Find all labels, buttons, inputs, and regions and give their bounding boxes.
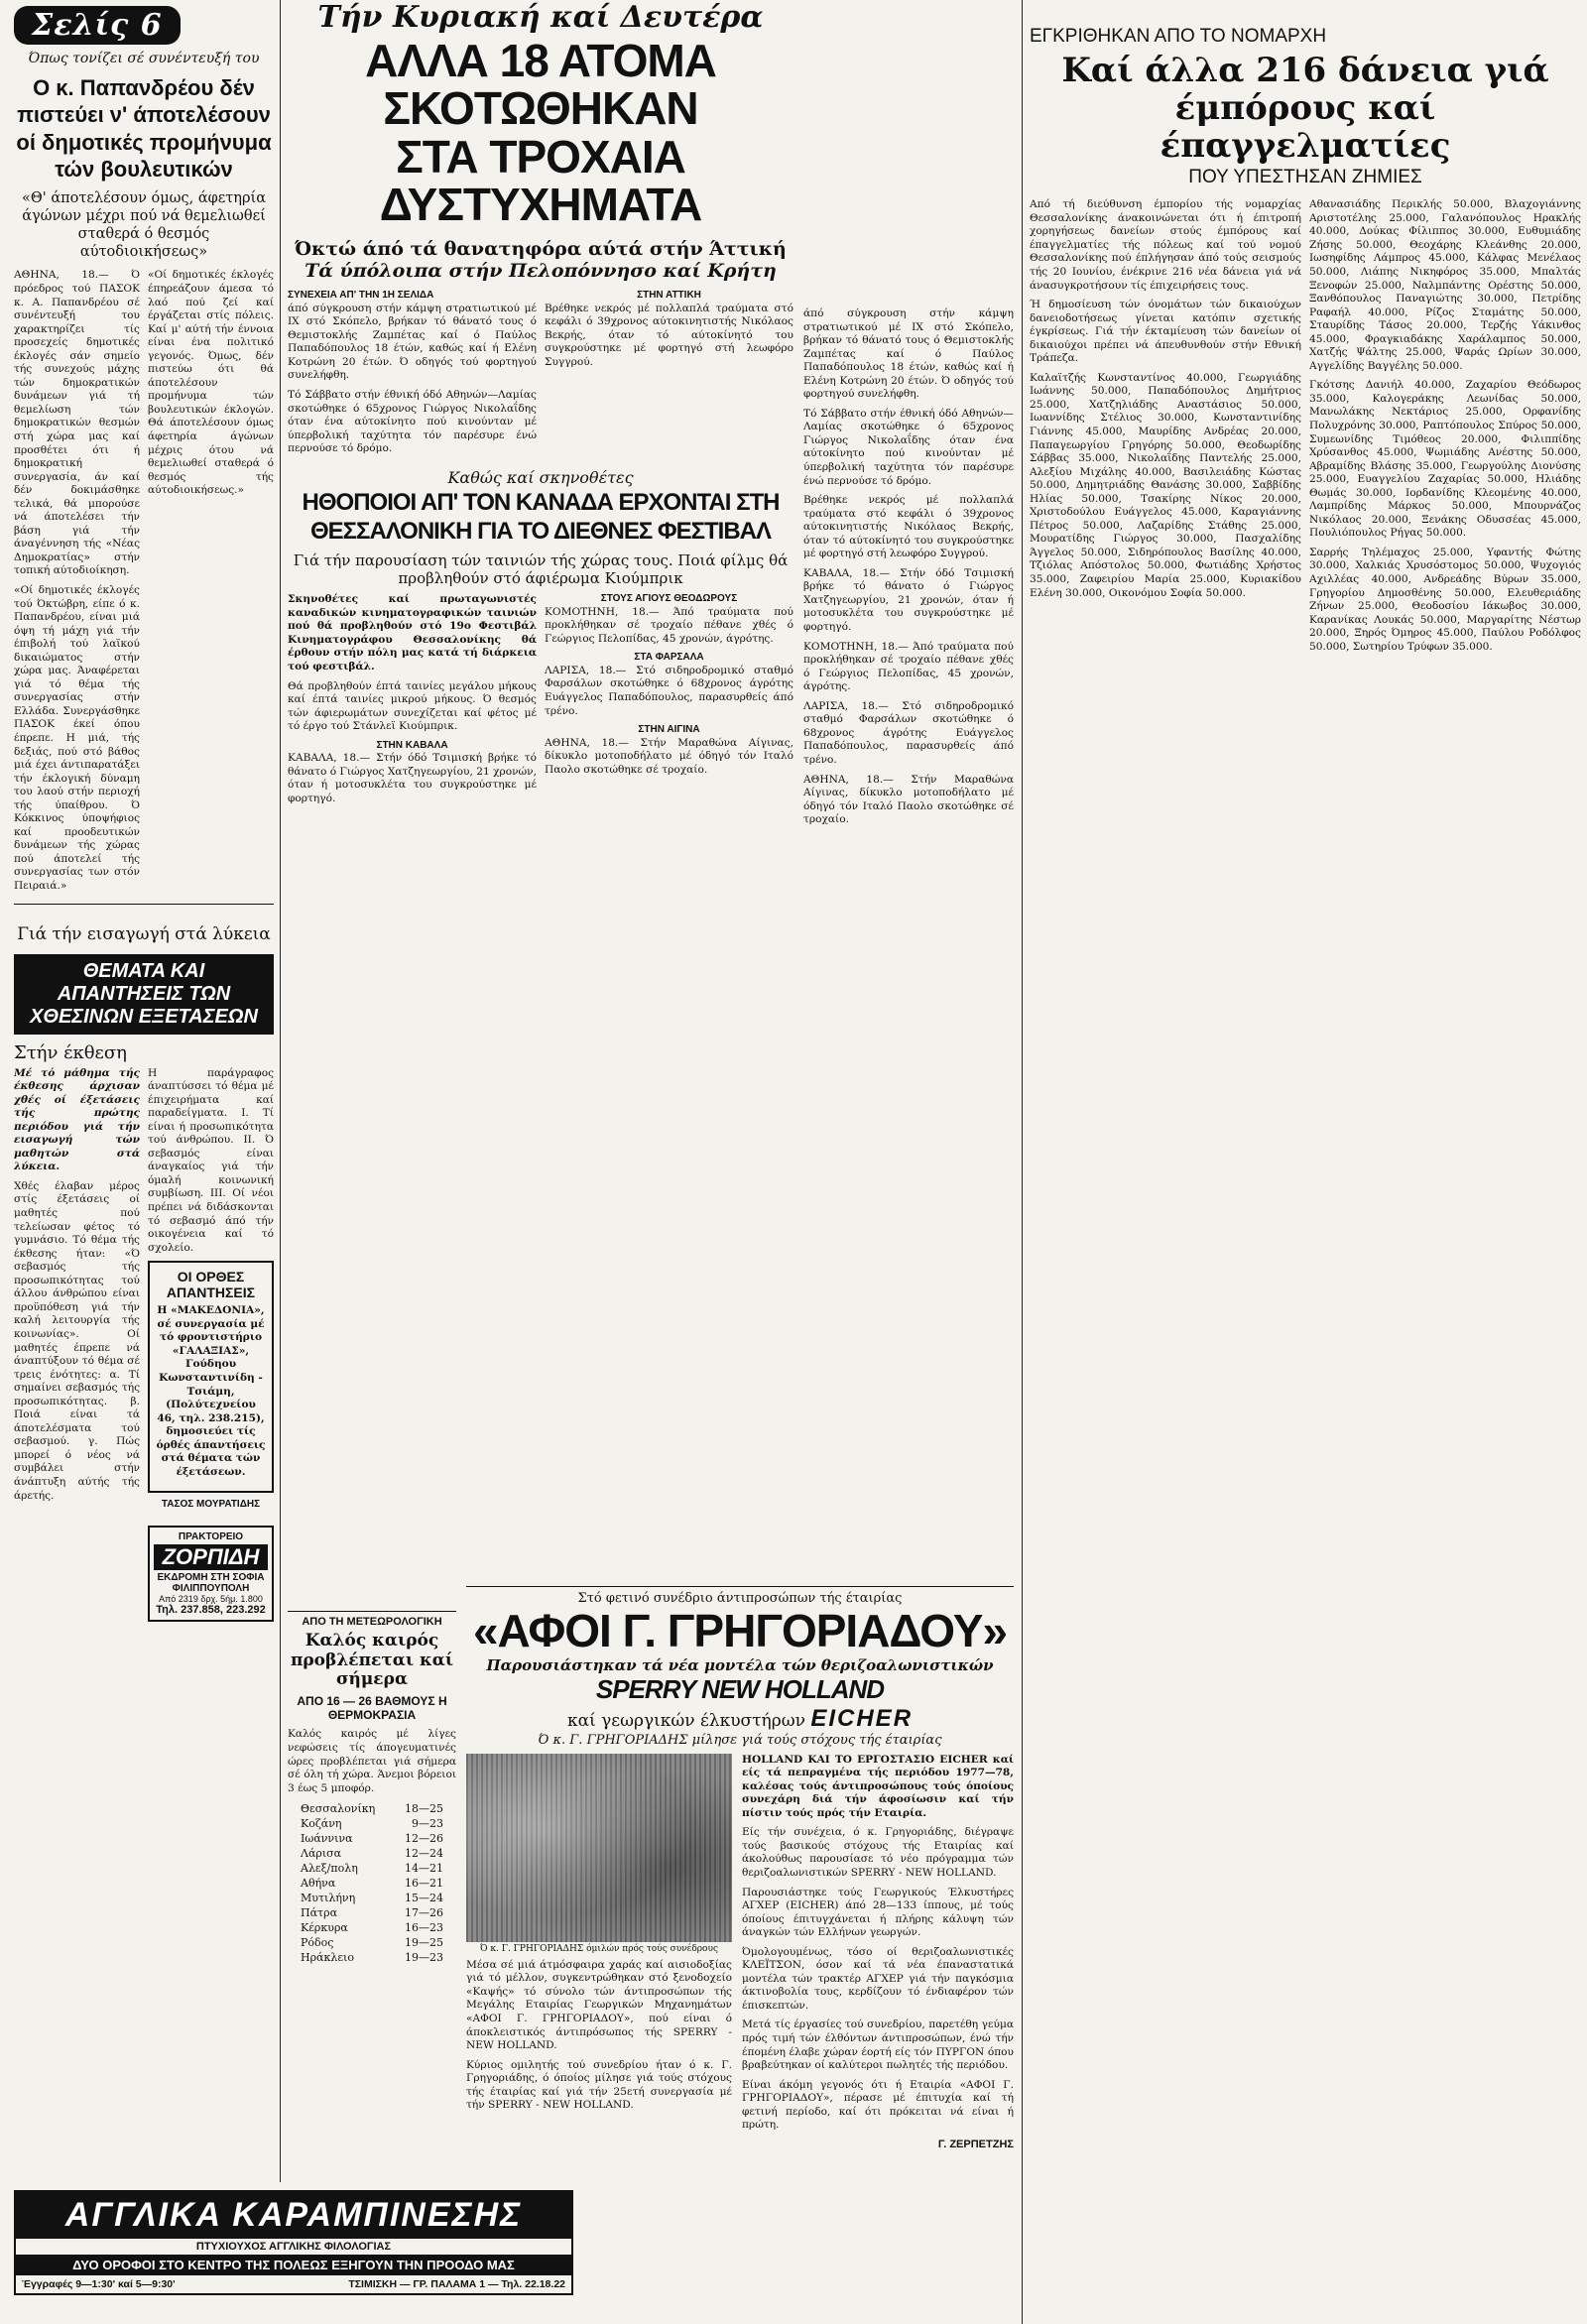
canada-subhead: Γιά τήν παρουσίαση τών ταινιών τής χώρας τους. Ποιά φίλμς θά προβληθούν στό άφιέρωμα Κιούμπρικ (293, 551, 789, 588)
grigoriadou-paragraph-8: Είναι άκόμη γεγονός ότι ή Εταιρία «ΑΦΟΙ Γ. ΓΡΗΓΟΡΙΑΔΟΥ», πέρασε μέ έπιτυχία καί τή φετινή περίοδο, καί ότι πρόκειται νά είναι ή πρώτη. (742, 2078, 1014, 2132)
farsala-paragraph: ΛΑΡΙΣΑ, 18.— Στό σιδηροδρομικό σταθμό Φαρσάλων σκοτώθηκε ό 68χρονος άγρότης Ευάγγελος Παπαδόπουλος, παρασυρθείς άπό τρένο. (545, 664, 794, 717)
accidents-subhead-1: Όκτώ άπό τά θανατηφόρα αύτά στήν Άττική (295, 238, 787, 261)
karampinesis-address: ΤΣΙΜΙΣΚΗ — ΓΡ. ΠΑΛΑΜΑ 1 — Τηλ. 22.18.22 (348, 2278, 565, 2290)
temperature-value: 19—23 (405, 1951, 443, 1965)
temperature-city: Λάρισα (301, 1847, 342, 1861)
temperature-row (298, 1801, 446, 1816)
zorpidi-ad (148, 1526, 274, 1622)
left-paragraph-3: «Οί δημοτικές έκλογές έπηρεάζουν άμεσα τό λαό πού ζεί καί έργάζεται στίς πόλεις. Καί μ' αύτή τήν έννοια είναι ένα πολιτικό γεγονός. Όμως, δέν πιστεύω ότι θά άποτελέσουν προμήνυμα τών βουλευτικών έκλογών. Θά άποτελέσουν όμως άφετηρία άγώνων μέχρις ότου νά θεμελιωθεί σταθερά ό θεσμός τής αύτοδιοικήσεως.» (148, 269, 274, 497)
zorpidi-phone: Τηλ. 237.858, 223.292 (156, 1604, 266, 1617)
theodorous-heading: ΣΤΟΥΣ ΑΓΙΟΥΣ ΘΕΟΔΩΡΟΥΣ (600, 593, 738, 605)
temperature-city: Μυτιλήνη (301, 1892, 356, 1905)
temperature-row (298, 1816, 446, 1831)
temperature-value: 17—26 (405, 1906, 443, 1920)
theodorous-paragraph: ΚΟΜΟΤΗΝΗ, 18.— Άπό τραύματα πού προκλήθηκαν σέ τροχαίο πέθανε χθές ό Γεώργιος Πελοπίδας, 45 χρονών, άγρότης. (545, 605, 794, 645)
temperature-row (298, 1935, 446, 1950)
accidents-headline-2: ΣΤΑ ΤΡΟΧΑΙΑ ΔΥΣΤΥΧΗΜΑΤΑ (379, 130, 702, 230)
karampinesis-line: ΔΥΟ ΟΡΟΦΟΙ ΣΤΟ ΚΕΝΤΡΟ ΤΗΣ ΠΟΛΕΩΣ ΕΞΗΓΟΥΝ ΤΗΝ ΠΡΟΟΔΟ ΜΑΣ (16, 2255, 571, 2275)
grigoriadou-paragraph-6: Όμολογουμένως, τόσο οί θεριζοαλωνιστικές ΚΛΕΪΤΣΟΝ, όσον καί τά νέα έπαναστατικά μοντέλα τών τρακτέρ ΑΓΧΕΡ γιά τήν παγκόσμια άκτινοβολία τους, κερδίζουν τό ένδιαφέρον τών έπισκεπτών. (742, 1945, 1014, 2012)
continued-label: ΣΥΝΕΧΕΙΑ ΑΠ' ΤΗΝ 1Η ΣΕΛΙΔΑ (288, 290, 434, 302)
grigoriadou-sub-3: Ό κ. Γ. ΓΡΗΓΟΡΙΑΔΗΣ μίλησε γιά τούς στόχους τής έταιρίας (538, 1732, 942, 1748)
center-right-column (803, 307, 1014, 1570)
left-headline: Ο κ. Παπανδρέου δέν πιστεύει ν' άποτελέσουν οί δημοτικές προμήνυμα τών βουλευτικών (16, 74, 272, 183)
conference-photo (466, 1754, 732, 1942)
canada-paragraph-2: Θά προβληθούν έπτά ταινίες μεγάλου μήκους καί έπτά ταινίες μικρού μήκους. Ό θεσμός τών άφιερωμάτων συνεχίζεται καί φέτος μέ τό έργο τού Στάνλεϊ Κιούμπρικ. (288, 679, 537, 733)
temperature-row (298, 1920, 446, 1935)
temperature-row (298, 1831, 446, 1846)
answers-box-text: Η «ΜΑΚΕΔΟΝΙΑ», σέ συνεργασία μέ τό φροντιστήριο «ΓΑΛΑΞΙΑΣ», Γούδηου Κωνσταντινίδη - Τσιάμη, (Πολύτεχνείου 46, τηλ. 238.215), δημοσιεύει τίς όρθές άπαντήσεις στά θέματα τών έξετάσεων. (156, 1304, 266, 1478)
left-column (14, 0, 274, 2324)
exams-subhead: Στήν έκθεση (14, 1041, 127, 1063)
accidents-subhead-2: Τά ύπόλοιπα στήν Πελοπόννησο καί Κρήτη (305, 260, 777, 283)
grigoriadou-paragraph-1: Μέσα σέ μιά άτμόσφαιρα χαράς καί αισιοδοξίας γιά τό μέλλον, συγκεντρώθηκαν στό ξενοδοχείο «Καψής» τό σύνολο τών άντιπροσώπων τής Μεγάλης Εταιρίας Γεωργικών Μηχανημάτων «ΑΦΟΙ Γ. ΓΡΗΓΟΡΙΑΔΟΥ», πού είναι ό άποκλειστικός άντιπρόσωπος τής SPERRY - NEW HOLLAND. (466, 1958, 732, 2052)
kavala-heading: ΣΤΗΝ ΚΑΒΑΛΑ (376, 739, 448, 751)
grigoriadou-feature (466, 1582, 1014, 2314)
karampinesis-title: ΑΓΓΛΙΚΑ ΚΑΡΑΜΠΙΝΕΣΗΣ (16, 2192, 571, 2239)
kavala-paragraph: ΚΑΒΑΛΑ, 18.— Στήν όδό Τσιμισκή βρήκε τό θάνατο ό Γιώργος Χατζηγεωργίου, 21 χρονών, όταν ή μοτοσυκλέτα του συγκρούστηκε μέ φορτηγό. (288, 752, 537, 804)
center-right-paragraph-5: ΚΟΜΟΤΗΝΗ, 18.— Άπό τραύματα πού προκλήθηκαν σέ τροχαίο πέθανε χθές ό Γεώργιος Πελοπίδας, 45 χρονών, άγρότης. (803, 640, 1014, 693)
center-right-paragraph-7: ΑΘΗΝΑ, 18.— Στήν Μαραθώνα Αίγινας, δίκυκλο μοτοποδήλατο μέ όδηγό τόν Ιταλό Παολο σκοτώθηκε σέ τροχαίο. (803, 773, 1014, 826)
conference-photo-caption: Ό κ. Γ. ΓΡΗΓΟΡΙΑΔΗΣ όμιλών πρός τούς συνέδρους (479, 1943, 718, 1954)
karampinesis-hours: Έγγραφές 9—1:30' καί 5—9:30' (22, 2278, 176, 2290)
accidents-paragraph-3: Βρέθηκε νεκρός μέ πολλαπλά τραύματα στό κεφάλι ό 39χρονος αύτοκινητιστής Νικόλαος Βεκρής, όταν τό αύτοκίνητό του συγκρούστηκε μέ φορτηγό στή λεωφόρο Συγγρού. (545, 302, 794, 368)
left-kicker: Όπως τονίζει σέ συνέντευξή του (28, 51, 260, 66)
grigoriadou-sub-2: καί γεωργικών έλκυστήρων (566, 1710, 805, 1731)
center-right-paragraph-2: Τό Σάββατο στήν έθνική όδό Αθηνών—Λαμίας σκοτώθηκε ό 65χρονος Γιώργος Νικολαΐδης όταν ένα αύτοκίνητο πού κινούνταν μέ ύπερβολική ταχύτητα τόν παρέσυρε ένώ περνούσε τό δρόμο. (803, 407, 1014, 487)
exams-paragraph-2: Η παράγραφος άναπτύσσει τό θέμα μέ έπιχειρήματα καί παραδείγματα. Ι. Τί είναι ή προσωπικότητα τού άνθρώπου. ΙΙ. Ό σεβασμός είναι άναγκαίος γιά τήν όμαλή κοινωνική συμβίωση. ΙΙΙ. Οί νέοι πρέπει νά διδάσκονται τό σεβασμό άπό τήν οικογένεια καί τό σχολείο. (148, 1066, 274, 1254)
farsala-heading: ΣΤΑ ΦΑΡΣΑΛΑ (634, 652, 704, 664)
temperature-city: Ρόδος (301, 1936, 334, 1950)
accidents-paragraph-2: Τό Σάββατο στήν έθνική όδό Αθηνών—Λαμίας σκοτώθηκε ό 65χρονος Γιώργος Νικολαΐδης όταν ένα αύτοκίνητο πού κινούνταν μέ ύπερβολική ταχύτητα τόν παρέσυρε ένώ περνούσε τό δρόμο. (288, 388, 537, 455)
center-right-paragraph-6: ΛΑΡΙΣΑ, 18.— Στό σιδηροδρομικό σταθμό Φαρσάλων σκοτώθηκε ό 68χρονος άγρότης Ευάγγελος Παπαδόπουλος, παρασυρθείς άπό τρένο. (803, 699, 1014, 766)
center-right-paragraph-1: άπό σύγκρουση στήν κάμψη στρατιωτικού μέ ΙΧ στό Σκόπελο, βρήκαν τό θάνατό τους ό Θεμιστοκλής Ζαμπέτας καί ό Παύλος Παπαδόπουλος 18 έτών, καθώς καί ή Ελένη Κοτρώνη 20 έτών. Ό οδηγός τού φορτηγού συνελήφθη. (803, 307, 1014, 401)
temperature-value: 9—23 (412, 1817, 443, 1831)
right-column (1030, 0, 1581, 2324)
zorpidi-line2: ΕΚΔΡΟΜΗ ΣΤΗ ΣΟΦΙΑ (157, 1572, 265, 1584)
answers-box-title: ΟΙ ΟΡΘΕΣ ΑΠΑΝΤΗΣΕΙΣ (166, 1269, 256, 1301)
left-paragraph-1: ΑΘΗΝΑ, 18.— Ό πρόεδρος τού ΠΑΣΟΚ κ. Α. Παπανδρέου σέ συνέντευξή του χαρακτηρίζει τίς προσεχείς δημοτικές έκλογές σάν σημείο τής συνεχούς μάχης τών δημοκρατικών δυνάμεων γιά τή θεμελίωση τών δημοκρατικών θεσμών στή χώρα μας καί προσθέτει ότι ή δημοκρατική συνεργασία, άν καί δέν δοκιμάσθηκε τελικά, θά μπορούσε νά άποτελέσει τήν βάση γιά τήν άναγέννηση τής «Νέας Δημοκρατίας» στήν τοπική αύτοδιοίκηση. (14, 269, 140, 577)
temperature-row (298, 1846, 446, 1861)
exams-author: ΤΑΣΟΣ ΜΟΥΡΑΤΙΔΗΣ (161, 1499, 261, 1511)
loans-kicker: ΕΓΚΡΙΘΗΚΑΝ ΑΠΟ ΤΟ ΝΟΜΑΡΧΗ (1030, 26, 1327, 47)
temperature-value: 18—25 (405, 1802, 443, 1816)
grigoriadou-paragraph-7: Μετά τίς έργασίες τού συνεδρίου, παρετέθη γεύμα πρός τιμή τών έλθόντων άντιπροσώπων, ένώ τήν έπομένη έλαβε χώραν έορτή είς τόν ΠΥΡΓΟΝ όπου βραβεύτηκαν οί καλύτεροι πωλητές τής περιόδου. (742, 2018, 1014, 2072)
grigoriadou-paragraph-3: HOLLAND ΚΑΙ ΤΟ ΕΡΓΟΣΤΑΣΙΟ EICHER καί είς τά πεπραγμένα τής περιόδου 1977—78, καλέσας τούς άντιπροσώπους τούς όποίους συνεχάρη διά τήν άφοσίωσιν καί τήν πίστιν τούς πρός τήν Εταιρία. (742, 1753, 1014, 1819)
temperature-city: Κοζάνη (301, 1817, 342, 1831)
grigoriadou-kicker: Στό φετινό συνέδριο άντιπροσώπων τής έταιρίας (577, 1591, 903, 1606)
temperature-value: 16—23 (405, 1921, 443, 1935)
zorpidi-line3: ΦΙΛΙΠΠΟΥΠΟΛΗ (172, 1583, 250, 1595)
temperature-row (298, 1891, 446, 1905)
temperature-city: Θεσσαλονίκη (301, 1802, 376, 1816)
loans-paragraph-5: Γκότσης Δανιήλ 40.000, Ζαχαρίου Θεόδωρος 35.000, Καλογεράκης Λεωνίδας 50.000, Μανωλάκης Νεκτάριος 25.000, Ορφανίδης Πολυχρόνης 30.000, Ραπτόπουλος Σπύρος 50.000, Συμεωνίδης Τιμόθεος 20.000, Φιλιππίδης Χρύσανθος 45.000, Ψωμιάδης Ανέστης 50.000, Αβραμίδης Βλάσης 35.000, Γεωργούλης Διονύσης 25.000, Ευαγγελίου Ζαχαρίας 50.000, Ηλιάδης Θωμάς 30.000, Ιορδανίδης Κλεομένης 40.000, Λαμπρίδης Μάρκος 50.000, Μπουρνάζος Νικόλαος 20.000, Ξενάκης Οδυσσέας 45.000, Πουλιόπουλος Ρήγας 50.000. (1309, 379, 1581, 540)
temperature-city: Πάτρα (301, 1906, 338, 1920)
grigoriadou-brand-1: SPERRY NEW HOLLAND (595, 1673, 885, 1704)
temperature-city: Κέρκυρα (301, 1921, 348, 1935)
canada-paragraph-1: Σκηνοθέτες καί πρωταγωνιστές καναδικών κινηματογραφικών ταινιών πού θά προβληθούν στό 19ο Φεστιβάλ Κινηματογράφου Θεσσαλονίκης θά έρθουν στήν πόλη μας κατά τή διάρκεια τού φεστιβάλ. (288, 593, 537, 673)
answers-box (148, 1261, 274, 1493)
loans-paragraph-1: Από τή διεύθυνση έμπορίου τής νομαρχίας Θεσσαλονίκης άνακοινώνεται ότι ή έπιτροπή χορηγήσεως δανείων στούς έμπόρους καί έπαγγελματίες τής πόλεως καί τού νομού Θεσσαλονίκης πού έπλήγησαν άπό τούς σεισμούς τής 20 Ιουνίου, ένέκρινε 216 νέα δάνεια γιά νά άνασυγκροτήσουν τίς έπιχειρήσεις τους. (1030, 198, 1301, 292)
weather-column (288, 1607, 456, 2175)
lyceum-kicker: Γιά τήν εισαγωγή στά λύκεια (17, 923, 271, 944)
accidents-paragraph-1: άπό σύγκρουση στήν κάμψη στρατιωτικού μέ ΙΧ στό Σκόπελο, βρήκαν τό θάνατό τους ό Θεμιστοκλής Ζαμπέτας καί ό Παύλος Παπαδόπουλος 18 έτών, καθώς καί ή Ελένη Κοτρώνη 20 έτών. Ό οδηγός τού φορτηγού συνελήφθη. (288, 302, 537, 382)
left-subhead: «Θ' άποτελέσουν όμως, άφετηρία άγώνων μέχρι πού νά θεμελιωθεί σταθερά ό θεσμός αύτοδιοικήσεως» (22, 189, 266, 261)
canada-headline: ΗΘΟΠΟΙΟΙ ΑΠ' ΤΟΝ ΚΑΝΑΔΑ ΕΡΧΟΝΤΑΙ ΣΤΗ ΘΕΣΣΑΛΟΝΙΚΗ ΓΙΑ ΤΟ ΔΙΕΘΝΕΣ ΦΕΣΤΙΒΑΛ (302, 488, 780, 545)
loans-paragraph-6: Σαρρής Τηλέμαχος 25.000, Υφαντής Φώτης 30.000, Χαλκιάς Χρυσόστομος 50.000, Ψυχογιός Αχιλλέας 40.000, Ανδρεάδης Βύρων 35.000, Γρηγορίου Δημοσθένης 50.000, Ελευθεριάδης Ζήνων 25.000, Θεοδοσίου Ιάκωβος 30.000, Καρανίκας Λουκάς 50.000, Μαργαρίτης Νέστωρ 20.000, Ξηρός Όμηρος 45.000, Παύλου Ροδόλφος 50.000, Σωτηρίου Τρύφων 35.000. (1309, 546, 1581, 653)
temperature-row (298, 1861, 446, 1876)
temperature-value: 12—24 (405, 1847, 443, 1861)
temperature-value: 14—21 (405, 1862, 443, 1876)
temperature-value: 15—24 (405, 1892, 443, 1905)
grigoriadou-paragraph-5: Παρουσιάστηκε τούς Γεωργικούς Έλκυστήρες ΑΓΧΕΡ (EICHER) άπό 28—133 ίππους, μέ τούς όποίους έπιτυγχάνεται ή πλήρης κάλυψη τών άναγκών τών Ελλήνων γεωργών. (742, 1886, 1014, 1939)
loans-paragraph-2: Ή δημοσίευση τών όνομάτων τών δικαιούχων δανειοδοτήσεως γίνεται κατόπιν σχετικής έγκρίσεως. Γιά τήν έκταμίευση τών δανείων οί δικαιούχοι πρέπει νά άπευθυνθούν στήν Εθνική Τράπεζα. (1030, 299, 1301, 365)
grigoriadou-paragraph-2: Κύριος ομιλητής τού συνεδρίου ήταν ό κ. Γ. Γρηγοριάδης, ό όποίος μίλησε γιά τούς στόχους τής έταιρίας καί γιά τήν 25ετή συνεργασία μέ τήν SPERRY - NEW HOLLAND. (466, 2058, 732, 2112)
temperature-value: 19—25 (405, 1936, 443, 1950)
accidents-headline-1: ΑΛΛΑ 18 ΑΤΟΜΑ ΣΚΟΤΩΘΗΚΑΝ (365, 35, 716, 135)
exams-paragraph: Χθές έλαβαν μέρος στίς έξετάσεις οί μαθητές πού τελείωσαν φέτος τό γυμνάσιο. Τό θέμα τής έκθεσης ήταν: «Ό σεβασμός τής προσωπικότητας τού άλλου άνθρώπου είναι προϋπόθεση γιά τήν καλή λειτουργία τής κοινωνίας». Οί μαθητές έπρεπε νά άναπτύξουν τό θέμα σέ τρεις ένότητες: α. Τί σημαίνει σεβασμός τής προσωπικότητας. β. Ποιά είναι τά άποτελέσματα τού σεβασμού. γ. Πώς μπορεί ό νέος νά συμβάλει στήν άνάπτυξη αύτής τής άρετής. (14, 1179, 140, 1502)
center-right-paragraph-4: ΚΑΒΑΛΑ, 18.— Στήν όδό Τσιμισκή βρήκε τό θάνατο ό Γιώργος Χατζηγεωργίου, 21 χρονών, όταν ή μοτοσυκλέτα του συγκρούστηκε μέ φορτηγό. (803, 566, 1014, 634)
aigina-paragraph: ΑΘΗΝΑ, 18.— Στήν Μαραθώνα Αίγινας, δίκυκλο μοτοποδήλατο μέ όδηγό τόν Ιταλό Παολο σκοτώθηκε σέ τροχαίο. (545, 736, 794, 776)
temperature-row (298, 1905, 446, 1920)
center-right-paragraph-3: Βρέθηκε νεκρός μέ πολλαπλά τραύματα στό κεφάλι ό 39χρονος αύτοκινητιστής Νικόλαος Βεκρής, όταν τό αύτοκίνητό του συγκρούστηκε μέ φορτηγό στή λεωφόρο Συγγρού. (803, 494, 1014, 560)
loans-paragraph-4: Αθανασιάδης Περικλής 50.000, Βλαχογιάννης Αριστοτέλης 25.000, Γαλανόπουλος Ηρακλής 40.000, Δούκας Φίλιππος 30.000, Ευθυμιάδης Ζήσης 50.000, Θεοχάρης Κλεάνθης 20.000, Ιωσηφίδης Λάμπρος 45.000, Κάλφας Μενέλαος 50.000, Λιάπης Νικηφόρος 35.000, Μπαλτάς Ξενοφών 25.000, Ναλμπάντης Ορέστης 50.000, Ξανθόπουλος Παναγιώτης 30.000, Πετρίδης Ραφαήλ 40.000, Ρίζος Σταμάτης 50.000, Σταυρίδης Τάσος 20.000, Τερζής Υάκινθος 45.000, Φραγκιαδάκης Χαράλαμπος 50.000, Χατζής Ψάλτης 25.000, Ψαράς Ωρίων 30.000, Αγγελίδης Βαγγέλης 50.000. (1309, 198, 1581, 372)
temperature-table (298, 1801, 446, 1965)
grigoriadou-title: «ΑΦΟΙ Γ. ΓΡΗΓΟΡΙΑΔΟΥ» (472, 1605, 1008, 1656)
temperature-city: Ηράκλειο (301, 1951, 354, 1965)
zorpidi-line1: ΠΡΑΚΤΟΡΕΙΟ (178, 1531, 244, 1543)
loans-subhead: ΠΟΥ ΥΠΕΣΤΗΣΑΝ ΖΗΜΙΕΣ (1188, 167, 1422, 188)
exams-lead: Μέ τό μάθημα τής έκθεσης άρχισαν χθές οί έξετάσεις τής πρώτης περιόδου γιά τήν εισαγωγή τών μαθητών στά λύκεια. (14, 1066, 140, 1173)
zorpidi-brand: ΖΟΡΠΙΔΗ (154, 1544, 268, 1570)
column-rule-1 (280, 0, 281, 2182)
temperature-row (298, 1950, 446, 1965)
loans-paragraph-3: Καλαϊτζής Κωνσταντίνος 40.000, Γεωργιάδης Ιωάννης 50.000, Παπαδόπουλος Δημήτριος 25.000, Χατζηλιάδης Αναστάσιος 50.000, Ιωαννίδης Στέλιος 30.000, Κωνσταντινίδης Γιάννης 45.000, Μαυρίδης Ανδρέας 20.000, Παπαγεωργίου Γρηγόρης 50.000, Θεοδωρίδης Σάββας 35.000, Νικολαΐδης Παντελής 25.000, Αλεξίου Μιχάλης 40.000, Βασιλειάδης Κώστας 50.000, Δημητριάδης Θανάσης 30.000, Σαββίδης Ηλίας 50.000, Τσακίρης Νίκος 20.000, Χριστοδούλου Ευάγγελος 45.000, Καραγιάννης Πέτρος 50.000, Λαζαρίδης Στάθης 25.000, Μουρατίδης Γιώργος 30.000, Πασχαλίδης Άγγελος 50.000, Σιδηρόπουλος Βασίλης 40.000, Τζιόλας Απόστολος 50.000, Φωτιάδης Χρήστος 35.000, Ζαφειρίου Μαρία 25.000, Κυριακίδου Ελένη 30.000, Οικονόμου Σοφία 50.000. (1030, 371, 1301, 599)
temperature-city: Αθήνα (301, 1877, 336, 1891)
page-number-badge: Σελίς 6 (14, 6, 181, 45)
temperature-value: 12—26 (405, 1832, 443, 1846)
weather-paragraph: Καλός καιρός μέ λίγες νεφώσεις τίς άπογευματινές ώρες προβλέπεται γιά σήμερα σέ όλη τή χώρα. Άνεμοι βόρειοι 3 έως 5 μποφόρ. (288, 1728, 456, 1794)
accidents-kicker: Τήν Κυριακή καί Δευτέρα (317, 0, 764, 35)
zorpidi-line4: Από 2319 δρχ. 5ήμ. 1.800 (159, 1594, 263, 1605)
weather-headline: Καλός καιρός προβλέπεται καί σήμερα (290, 1631, 454, 1690)
grigoriadou-paragraph-4: Είς τήν συνέχεια, ό κ. Γρηγοριάδης, διέγραψε τούς βασικούς στόχους τής Εταιρίας καί άκολούθως παρουσίασε τό νέο πρόγραμμα τών θεριζοαλωνιστικών SPERRY - NEW HOLLAND. (742, 1826, 1014, 1879)
temperature-city: Αλεξ/πολη (301, 1862, 358, 1876)
column-rule-2 (1022, 0, 1023, 2324)
left-paragraph-2: «Οί δημοτικές έκλογές τού Όκτώβρη, είπε ό κ. Παπανδρέου, είναι μιά όψη τή μάχη γιά τήν έπιβολή τού λαϊκού δικαιώματος στήν χώρα μας. Άναφέρεται γιά τό θέμα τής συνεργασίας στήν Ελλάδα. Συνεργάσθηκε ΠΑΣΟΚ έκεί όπου έπρεπε. Η μιά, τής δεξιάς, πού στό βάθος μιά έχει άντιπαρατάξει τήν έκλογική δύναμη του λαού στήν περιοχή τής ύπαίθρου. Ό Κόκκινος ύποψήφιος καί προοδευτικών δυνάμεων τής χώρας πού άποτελεί τής συνεργασίας των στόν Πειραιά.» (14, 583, 140, 893)
temperature-city: Ιωάννινα (301, 1832, 353, 1846)
karampinesis-subtitle: ΠΤΥΧΙΟΥΧΟΣ ΑΓΓΛΙΚΗΣ ΦΙΛΟΛΟΓΙΑΣ (195, 2241, 392, 2253)
weather-kicker: ΑΠΟ ΤΗ ΜΕΤΕΩΡΟΛΟΓΙΚΗ (302, 1616, 442, 1628)
aigina-heading: ΣΤΗΝ ΑΙΓΙΝΑ (638, 724, 700, 736)
temperature-row (298, 1876, 446, 1891)
grigoriadou-signature: Γ. ΖΕΡΠΕΤΖΗΣ (937, 2138, 1014, 2150)
grigoriadou-sub-1: Παρουσιάστηκαν τά νέα μοντέλα τών θεριζοαλωνιστικών (486, 1655, 994, 1674)
canada-kicker: Καθώς καί σκηνοθέτες (447, 467, 634, 487)
loans-headline: Καί άλλα 216 δάνεια γιά έμπόρους καί έπαγγελματίες (1061, 51, 1549, 167)
attica-heading: ΣΤΗΝ ΑΤΤΙΚΗ (637, 290, 701, 302)
exams-title: ΘΕΜΑΤΑ ΚΑΙ ΑΠΑΝΤΗΣΕΙΣ ΤΩΝ ΧΘΕΣΙΝΩΝ ΕΞΕΤΑΣΕΩΝ (14, 954, 274, 1035)
grigoriadou-brand-2: EICHER (810, 1704, 914, 1732)
temperature-value: 16—21 (405, 1877, 443, 1891)
weather-subhead: ΑΠΟ 16 — 26 ΒΑΘΜΟΥΣ Η ΘΕΡΜΟΚΡΑΣΙΑ (297, 1693, 447, 1723)
